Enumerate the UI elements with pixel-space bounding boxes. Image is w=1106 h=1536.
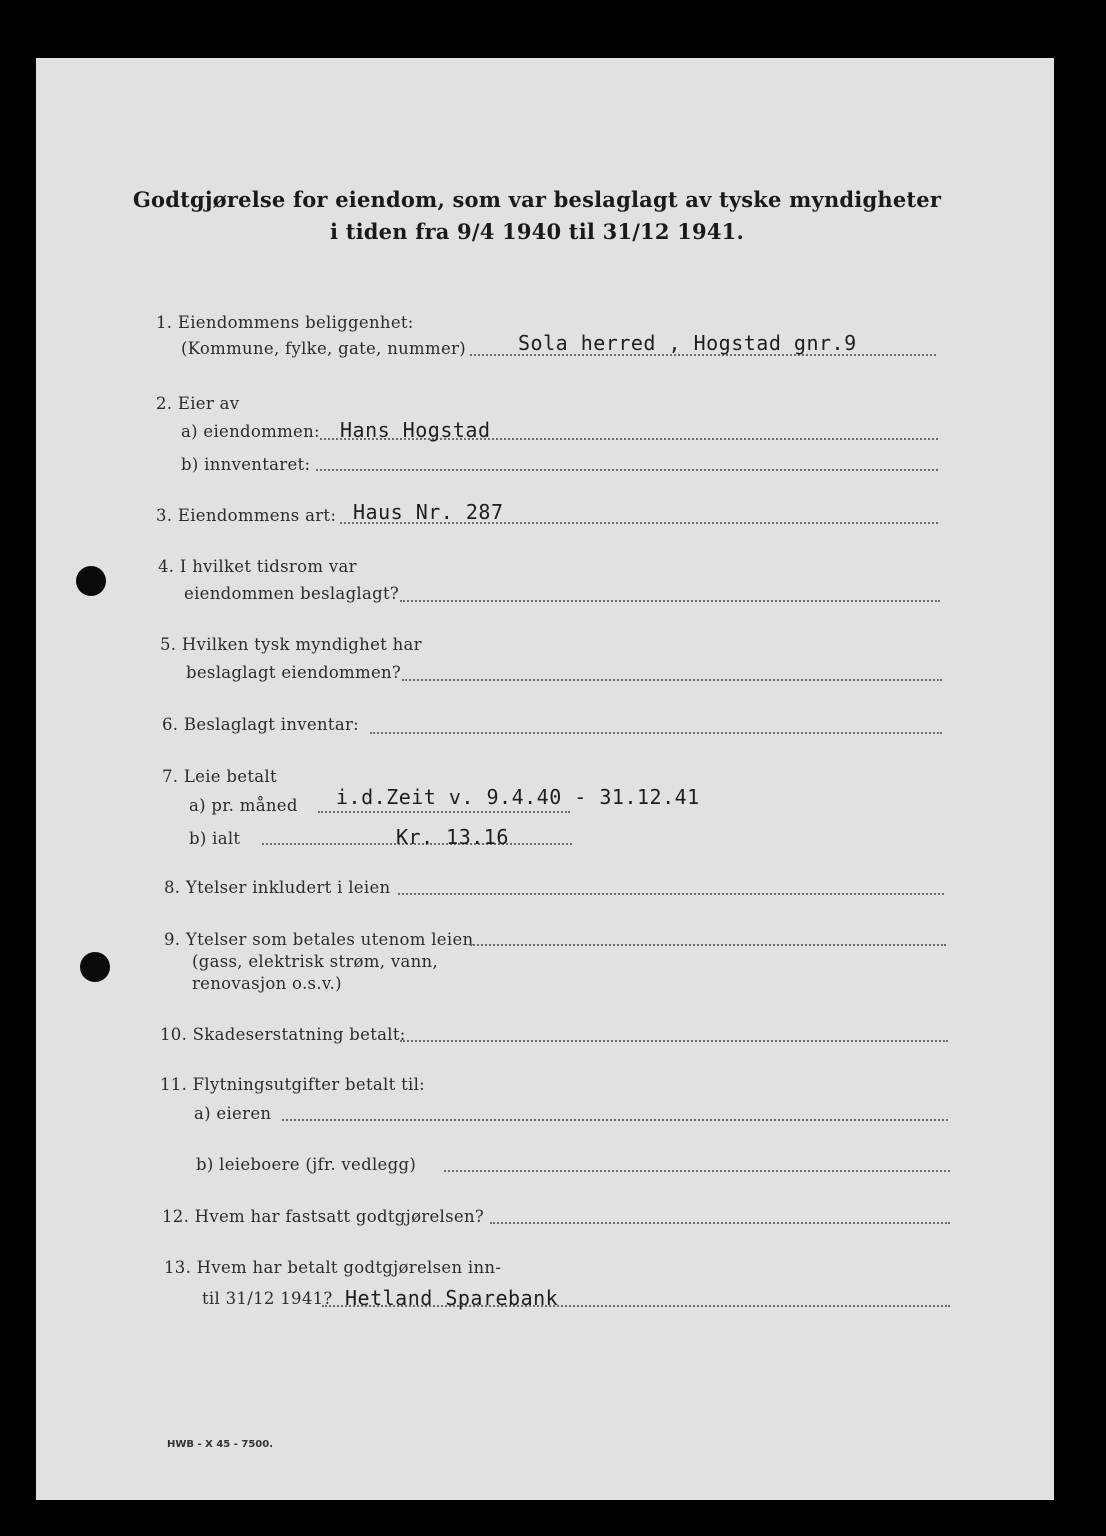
q9-sublabel-2: renovasjon o.s.v.) xyxy=(192,974,342,993)
q2b-answer-line xyxy=(316,469,938,471)
form-code-footer: HWB - X 45 - 7500. xyxy=(167,1439,273,1450)
q6-answer-line xyxy=(370,732,942,734)
q7b-answer: Kr. 13.16 xyxy=(396,825,509,849)
q2b-label: b) innventaret: xyxy=(181,455,311,474)
q9-sublabel: (gass, elektrisk strøm, vann, xyxy=(192,952,438,971)
q13-answer: Hetland Sparebank xyxy=(345,1286,559,1310)
q4-label: 4. I hvilket tidsrom var xyxy=(158,557,357,576)
q10-label: 10. Skadeserstatning betalt: xyxy=(160,1025,406,1044)
q7-label: 7. Leie betalt xyxy=(162,767,277,786)
q1-answer: Sola herred , Hogstad gnr.9 xyxy=(518,331,857,355)
form-title-line2: i tiden fra 9/4 1940 til 31/12 1941. xyxy=(330,219,744,244)
q6-label: 6. Beslaglagt inventar: xyxy=(162,715,360,734)
q8-answer-line xyxy=(398,893,944,895)
q4-sublabel: eiendommen beslaglagt? xyxy=(184,584,400,603)
q2-label: 2. Eier av xyxy=(156,394,240,413)
q1-sublabel: (Kommune, fylke, gate, nummer) xyxy=(181,339,466,358)
punch-hole-upper xyxy=(76,566,106,596)
q10-answer-line xyxy=(400,1040,948,1042)
q5-sublabel: beslaglagt eiendommen? xyxy=(186,663,402,682)
q7a-answer: i.d.Zeit v. 9.4.40 - 31.12.41 xyxy=(336,785,700,809)
q2a-label: a) eiendommen: xyxy=(181,422,320,441)
q11b-label: b) leieboere (jfr. vedlegg) xyxy=(196,1155,417,1174)
q12-label: 12. Hvem har fastsatt godtgjørelsen? xyxy=(162,1207,485,1226)
q13-sublabel: til 31/12 1941? xyxy=(202,1289,333,1308)
q9-answer-line xyxy=(470,944,946,946)
q9-label: 9. Ytelser som betales utenom leien xyxy=(164,930,474,949)
punch-hole-lower xyxy=(80,952,110,982)
q4-answer-line xyxy=(400,600,940,602)
q13-label: 13. Hvem har betalt godtgjørelsen inn- xyxy=(164,1258,502,1277)
q12-answer-line xyxy=(490,1222,950,1224)
q11a-answer-line xyxy=(282,1119,948,1121)
q11a-label: a) eieren xyxy=(194,1104,272,1123)
q1-label: 1. Eiendommens beliggenhet: xyxy=(156,313,414,332)
q11b-answer-line xyxy=(444,1170,950,1172)
q3-label: 3. Eiendommens art: xyxy=(156,506,337,525)
q5-label: 5. Hvilken tysk myndighet har xyxy=(160,635,422,654)
q3-answer: Haus Nr. 287 xyxy=(353,500,504,524)
q7b-label: b) ialt xyxy=(189,829,241,848)
q11-label: 11. Flytningsutgifter betalt til: xyxy=(160,1075,426,1094)
form-title-line1: Godtgjørelse for eiendom, som var beslaglagt av tyske myndigheter xyxy=(132,187,942,212)
q2a-answer: Hans Hogstad xyxy=(340,418,491,442)
q8-label: 8. Ytelser inkludert i leien xyxy=(164,878,391,897)
q7a-label: a) pr. måned xyxy=(189,796,298,815)
q7a-answer-line xyxy=(318,811,570,813)
q5-answer-line xyxy=(402,679,942,681)
